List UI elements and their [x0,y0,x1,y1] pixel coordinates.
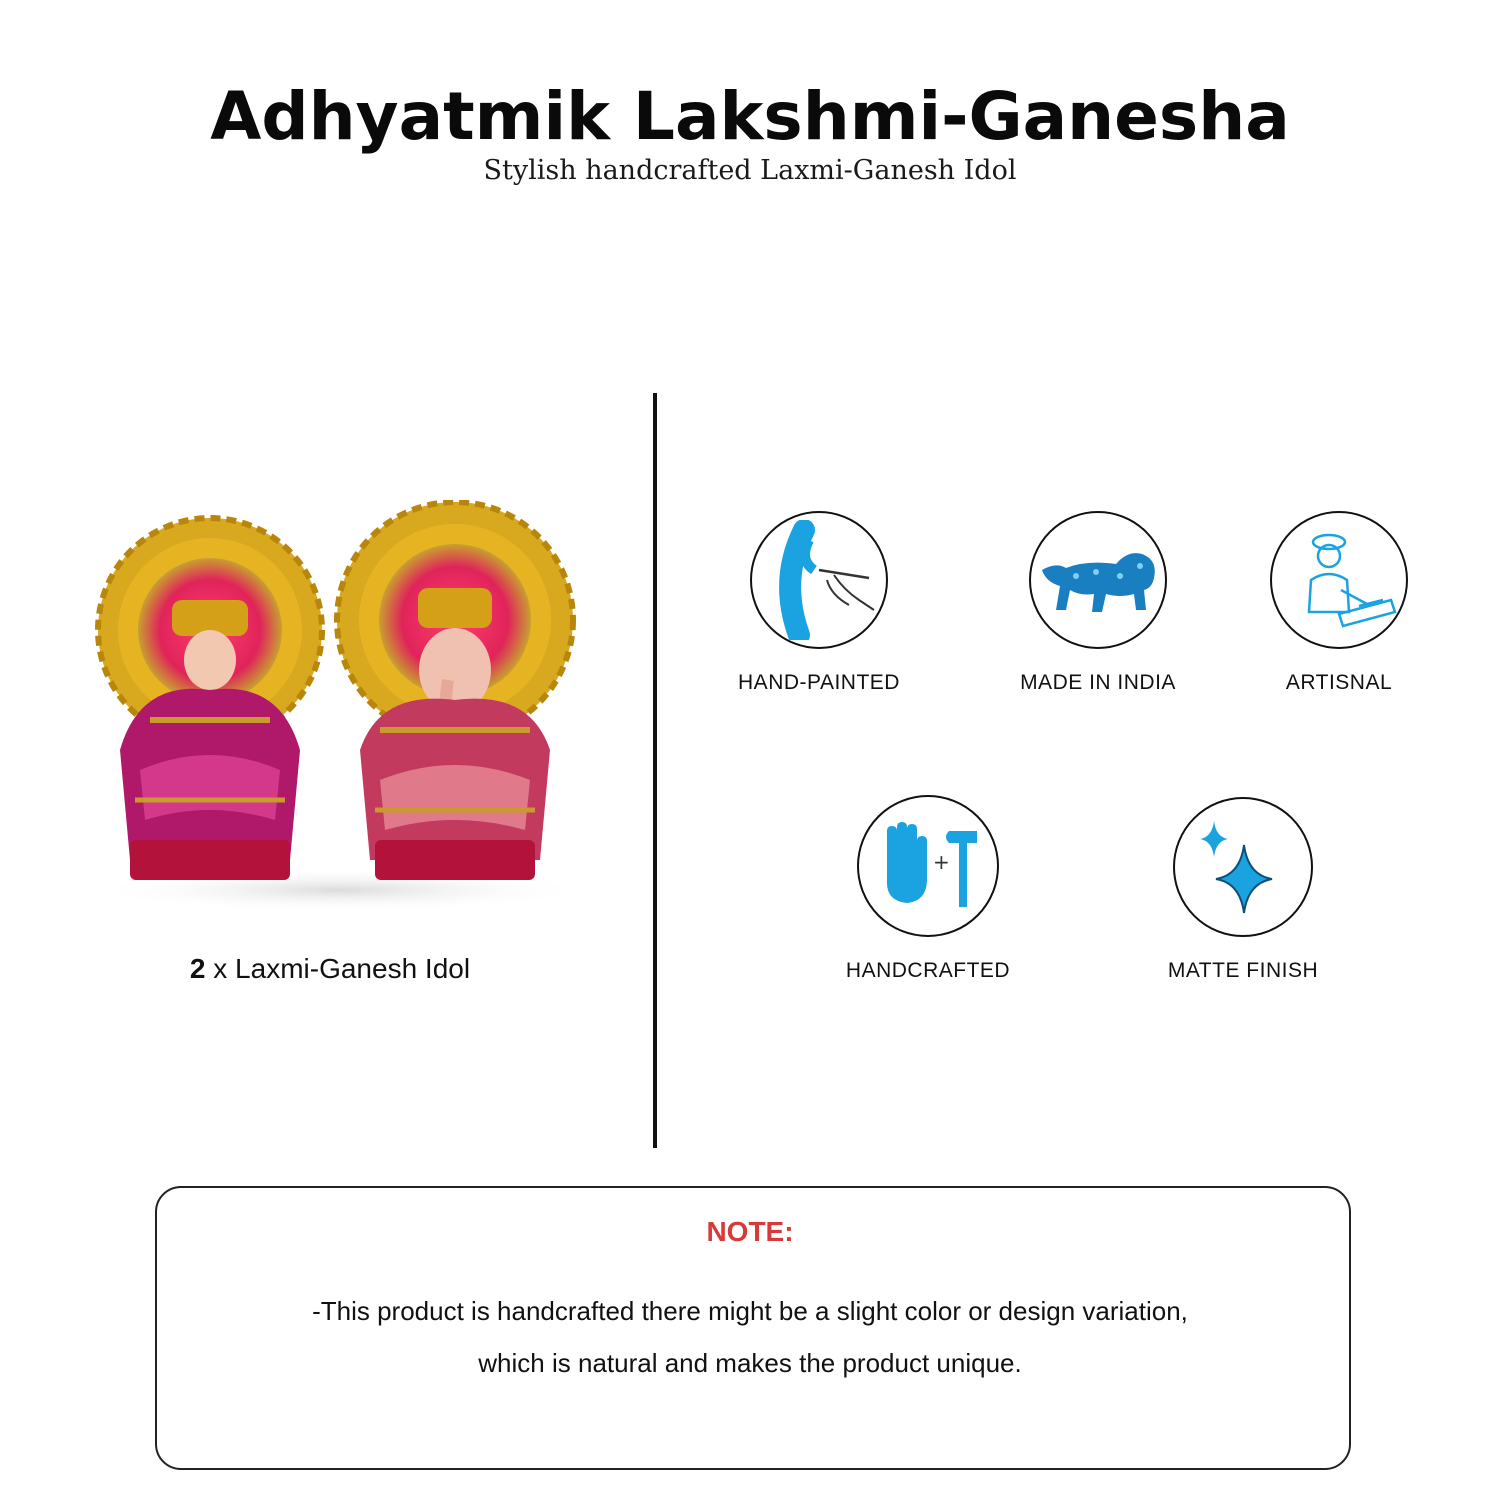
note-line-2: which is natural and makes the product unique. [478,1348,1022,1378]
feature-label: MATTE FINISH [1167,959,1319,982]
feature-label: MADE IN INDIA [1020,671,1176,694]
feature-handcrafted [818,795,1038,983]
page-title: Adhyatmik Lakshmi-Ganesha [210,78,1290,155]
page-subtitle: Stylish handcrafted Laxmi-Ganesh Idol [483,155,1017,186]
lakshmi-idol [98,518,322,880]
feature-label: HANDCRAFTED [845,959,1011,982]
note-title: NOTE: [706,1216,794,1247]
lion-icon [1029,511,1167,649]
paintbrush-stroke-icon [750,511,888,649]
note-line-1: -This product is handcrafted there might be a slight color or design variation, [312,1296,1188,1326]
artisan-icon [1270,511,1408,649]
feature-artisnal [1229,511,1449,695]
quantity-caption [80,953,580,985]
hand-hammer-icon [857,795,999,937]
product-image [80,500,600,920]
feature-hand-painted [709,511,929,695]
feature-label: ARTISNAL [1285,671,1393,694]
vertical-divider [653,393,657,1148]
svg-text:+: + [933,850,950,874]
feature-label: HAND-PAINTED [738,671,900,694]
quantity-number: 2 [189,953,206,984]
ganesha-idol [337,502,573,880]
quantity-text: x Laxmi-Ganesh Idol [205,953,471,984]
feature-matte-finish [1133,797,1353,983]
feature-made-in-india [988,511,1208,695]
sparkle-icon [1173,797,1313,937]
